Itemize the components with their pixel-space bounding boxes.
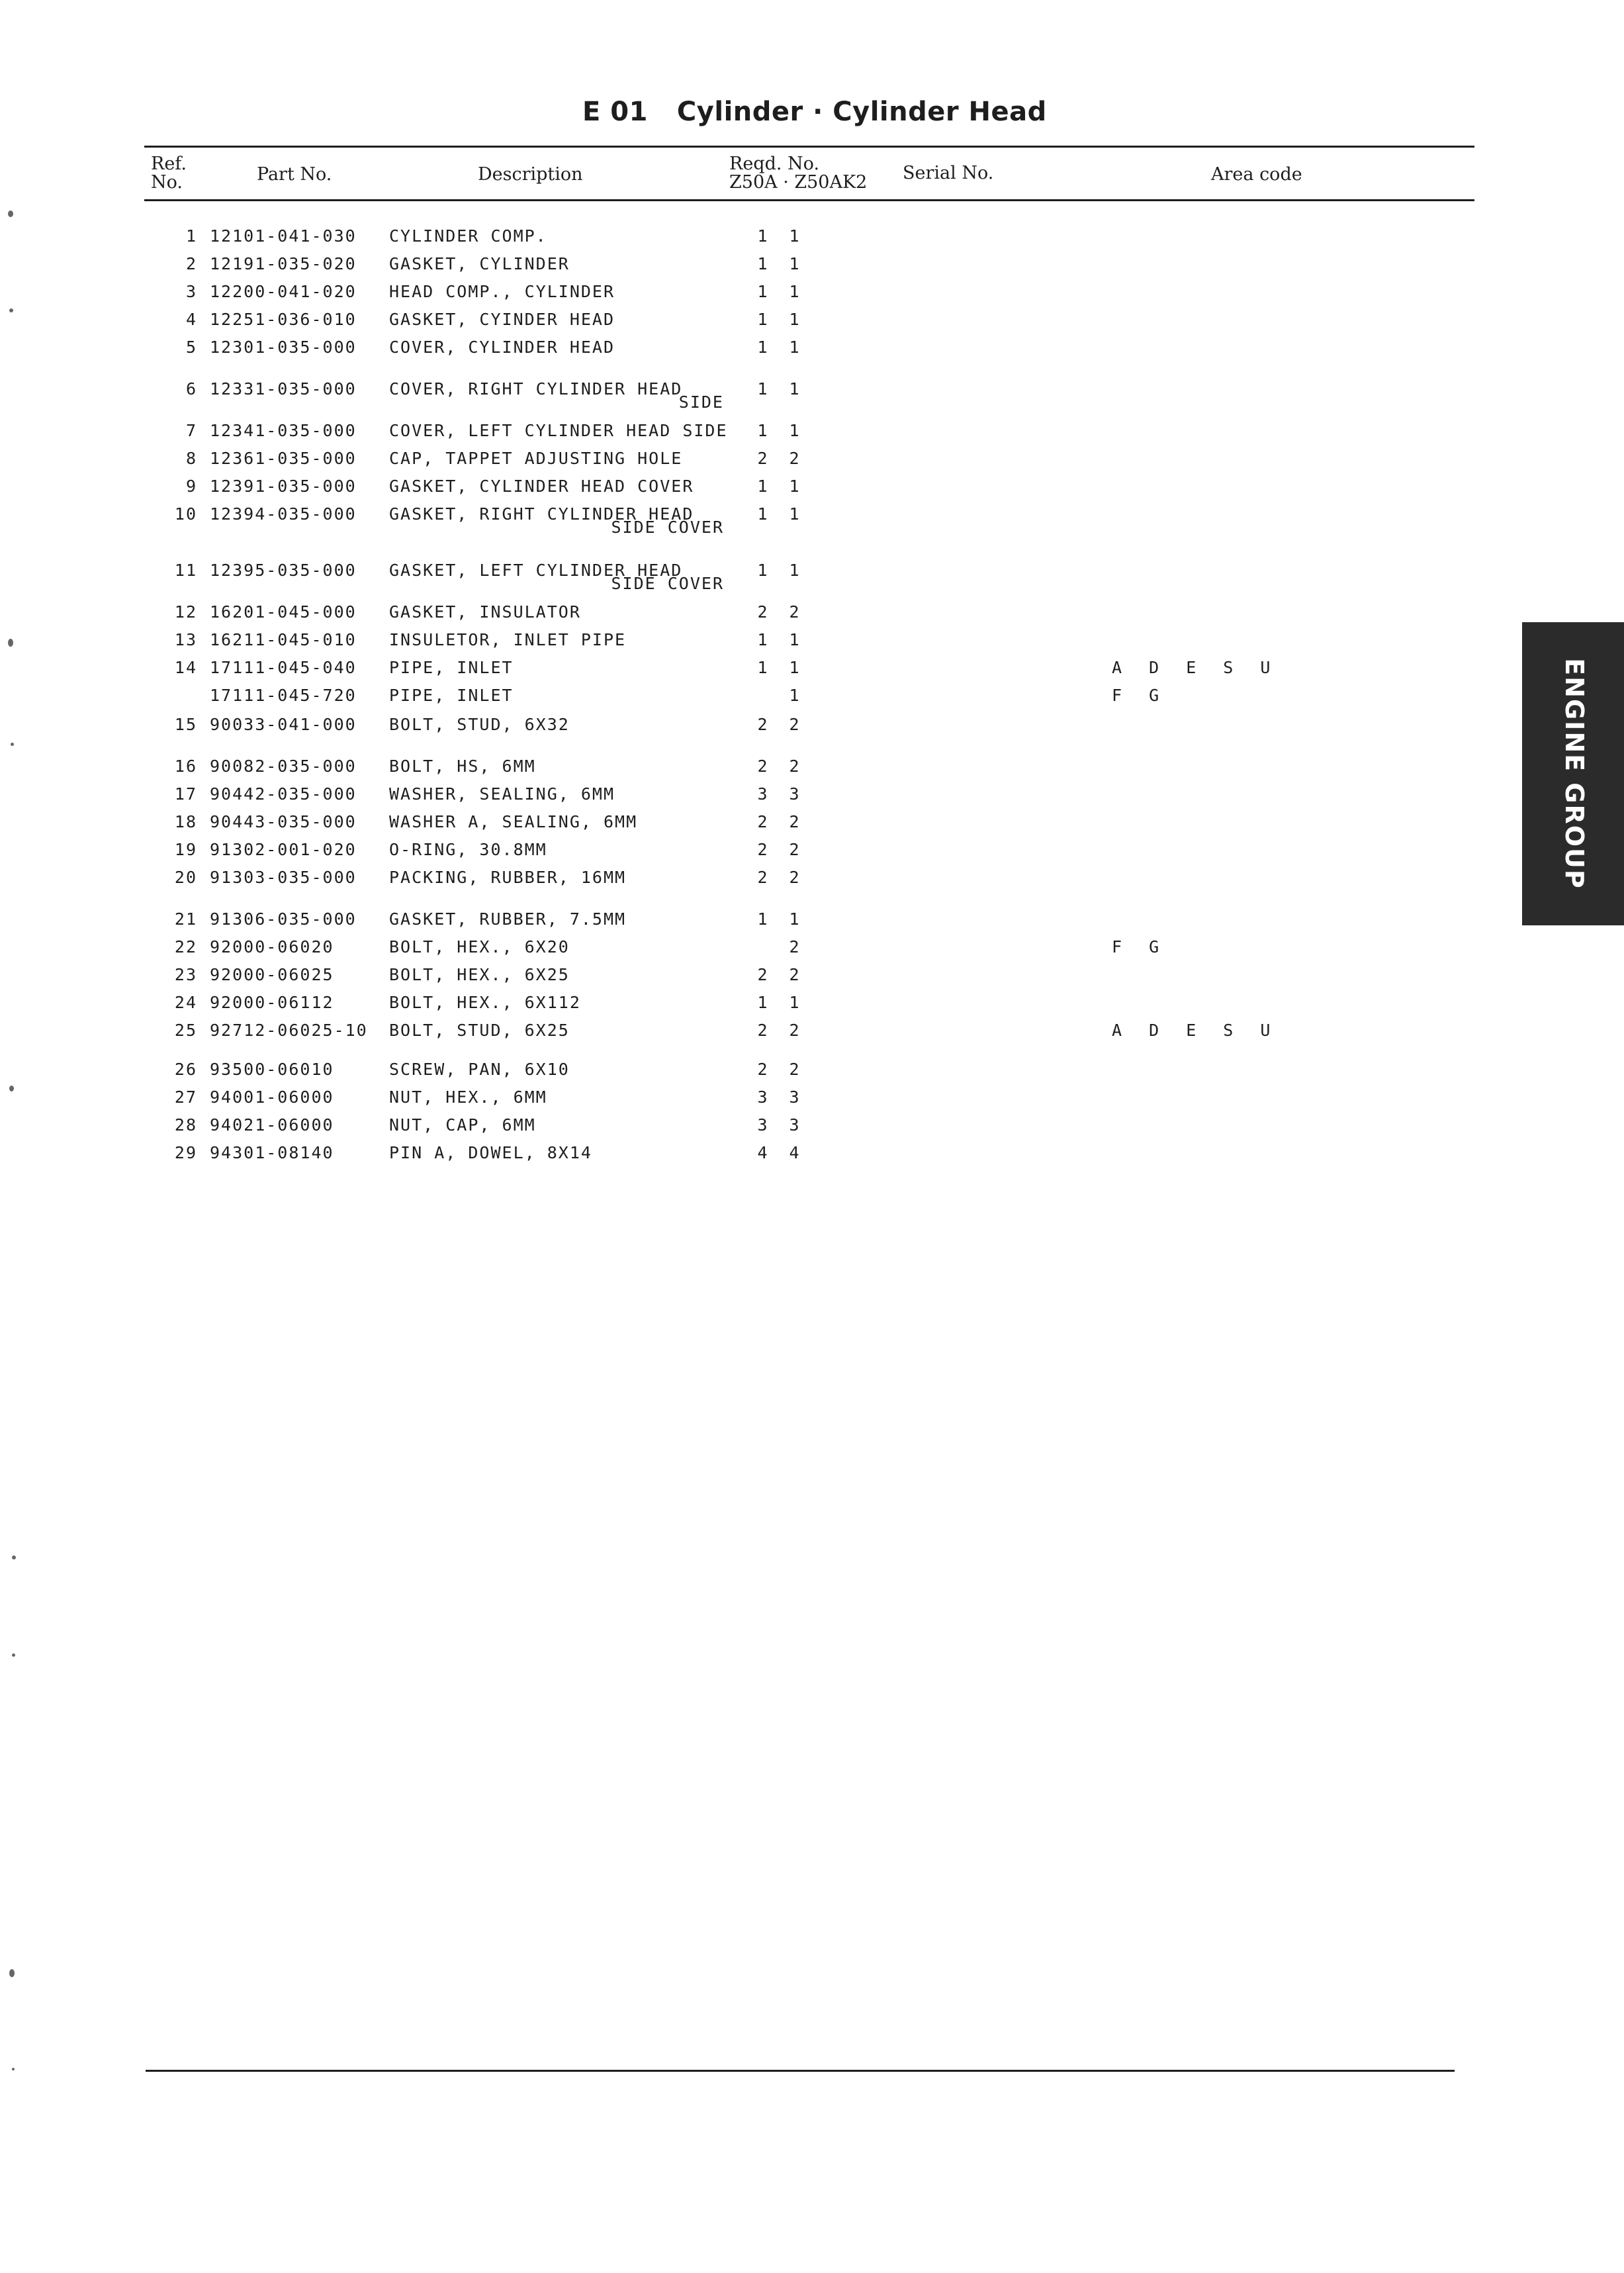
ref-no: 12 <box>174 602 197 622</box>
ref-no: 18 <box>174 812 197 831</box>
description: BOLT, HEX., 6X112 <box>389 993 581 1012</box>
description: BOLT, STUD, 6X32 <box>389 715 570 734</box>
description: HEAD COMP., CYLINDER <box>389 282 615 301</box>
description: CYLINDER COMP. <box>389 226 547 246</box>
part-no: 16211-045-010 <box>210 630 357 649</box>
qty-z50a: 1 <box>757 421 769 440</box>
description: COVER, LEFT CYLINDER HEAD SIDE <box>389 421 728 440</box>
section-code: E 01 <box>582 97 648 127</box>
header-part-no: Part No. <box>257 164 332 185</box>
ref-no: 22 <box>174 937 197 956</box>
scan-mark <box>9 1086 14 1091</box>
qty-z50a: 2 <box>757 1060 769 1079</box>
header-ref-line1: Ref. <box>151 154 187 174</box>
qty-z50ak2: 3 <box>789 1115 801 1135</box>
ref-no: 19 <box>174 840 197 859</box>
qty-z50a: 3 <box>757 784 769 804</box>
qty-z50a: 1 <box>757 338 769 357</box>
qty-z50a: 2 <box>757 965 769 984</box>
part-no: 91303-035-000 <box>210 868 357 887</box>
qty-z50ak2: 1 <box>789 226 801 246</box>
part-no: 12101-041-030 <box>210 226 357 246</box>
scan-mark <box>9 308 13 312</box>
qty-z50ak2: 1 <box>789 909 801 929</box>
description: WASHER A, SEALING, 6MM <box>389 812 638 831</box>
qty-z50a: 1 <box>757 561 769 580</box>
qty-z50a: 3 <box>757 1115 769 1135</box>
ref-no: 14 <box>174 658 197 677</box>
scan-mark <box>12 1653 15 1657</box>
description: CAP, TAPPET ADJUSTING HOLE <box>389 449 683 468</box>
header-ref <box>151 155 187 192</box>
ref-no: 13 <box>174 630 197 649</box>
part-no: 92000-06025 <box>210 965 334 984</box>
part-no: 12331-035-000 <box>210 379 357 398</box>
part-no: 12394-035-000 <box>210 504 357 524</box>
ref-no: 28 <box>174 1115 197 1135</box>
qty-z50ak2: 1 <box>789 658 801 677</box>
description: NUT, CAP, 6MM <box>389 1115 536 1135</box>
ref-no: 25 <box>174 1021 197 1040</box>
qty-z50ak2: 2 <box>789 1060 801 1079</box>
header-area-code: Area code <box>1211 164 1302 185</box>
description: GASKET, CYLINDER <box>389 254 570 273</box>
qty-z50a: 4 <box>757 1143 769 1162</box>
part-no: 94021-06000 <box>210 1115 334 1135</box>
part-no: 92000-06020 <box>210 937 334 956</box>
qty-z50a: 2 <box>757 812 769 831</box>
description: SCREW, PAN, 6X10 <box>389 1060 570 1079</box>
part-no: 90082-035-000 <box>210 757 357 776</box>
qty-z50a: 1 <box>757 504 769 524</box>
qty-z50a: 1 <box>757 993 769 1012</box>
engine-group-label: ENGINE GROUP <box>1560 658 1589 890</box>
scan-mark <box>11 743 14 746</box>
ref-no: 3 <box>185 282 197 301</box>
qty-z50a: 2 <box>757 602 769 622</box>
area-code: F G <box>1112 686 1161 705</box>
qty-z50ak2: 2 <box>789 812 801 831</box>
part-no: 91306-035-000 <box>210 909 357 929</box>
ref-no: 16 <box>174 757 197 776</box>
description: PIPE, INLET <box>389 658 514 677</box>
qty-z50a: 1 <box>757 658 769 677</box>
scan-mark <box>12 2068 15 2070</box>
header-serial-no: Serial No. <box>903 163 994 183</box>
qty-z50ak2: 1 <box>789 561 801 580</box>
ref-no: 6 <box>185 379 197 398</box>
part-no: 90033-041-000 <box>210 715 357 734</box>
ref-no: 8 <box>185 449 197 468</box>
qty-z50ak2: 1 <box>789 477 801 496</box>
description: PACKING, RUBBER, 16MM <box>389 868 627 887</box>
scan-mark <box>12 1555 16 1559</box>
ref-no: 5 <box>185 338 197 357</box>
header-description: Description <box>478 164 583 185</box>
description: O-RING, 30.8MM <box>389 840 547 859</box>
qty-z50ak2: 2 <box>789 715 801 734</box>
qty-z50ak2: 1 <box>789 338 801 357</box>
description: BOLT, HEX., 6X25 <box>389 965 570 984</box>
qty-z50a: 1 <box>757 630 769 649</box>
header-top-rule <box>144 146 1474 148</box>
part-no: 90443-035-000 <box>210 812 357 831</box>
qty-z50ak2: 2 <box>789 757 801 776</box>
qty-z50a: 1 <box>757 909 769 929</box>
part-no: 12191-035-020 <box>210 254 357 273</box>
description: BOLT, HS, 6MM <box>389 757 536 776</box>
qty-z50ak2: 1 <box>789 630 801 649</box>
part-no: 12301-035-000 <box>210 338 357 357</box>
header-bottom-rule <box>144 199 1474 201</box>
qty-z50a: 2 <box>757 868 769 887</box>
ref-no: 27 <box>174 1088 197 1107</box>
ref-no: 2 <box>185 254 197 273</box>
qty-z50a: 2 <box>757 715 769 734</box>
part-no: 92000-06112 <box>210 993 334 1012</box>
part-no: 12251-036-010 <box>210 310 357 329</box>
ref-no: 7 <box>185 421 197 440</box>
qty-z50a: 1 <box>757 477 769 496</box>
description: PIN A, DOWEL, 8X14 <box>389 1143 592 1162</box>
ref-no: 20 <box>174 868 197 887</box>
description-continued: SIDE <box>678 393 724 412</box>
description: PIPE, INLET <box>389 686 514 705</box>
area-code: A D E S U <box>1112 1021 1272 1040</box>
part-no: 93500-06010 <box>210 1060 334 1079</box>
qty-z50a: 1 <box>757 226 769 246</box>
section-name: Cylinder · Cylinder Head <box>676 97 1047 127</box>
scan-mark <box>9 1969 15 1977</box>
area-code: A D E S U <box>1112 658 1272 677</box>
ref-no: 26 <box>174 1060 197 1079</box>
part-no: 17111-045-720 <box>210 686 357 705</box>
part-no: 94001-06000 <box>210 1088 334 1107</box>
ref-no: 17 <box>174 784 197 804</box>
scan-mark <box>8 639 13 647</box>
header-reqd-line2: Z50A · Z50AK2 <box>729 172 868 193</box>
ref-no: 23 <box>174 965 197 984</box>
qty-z50ak2: 1 <box>789 686 801 705</box>
qty-z50ak2: 1 <box>789 282 801 301</box>
description: WASHER, SEALING, 6MM <box>389 784 615 804</box>
qty-z50ak2: 3 <box>789 784 801 804</box>
description: GASKET, LEFT CYLINDER HEAD <box>389 561 683 580</box>
part-no: 12341-035-000 <box>210 421 357 440</box>
description: GASKET, RIGHT CYLINDER HEAD <box>389 504 694 524</box>
description: NUT, HEX., 6MM <box>389 1088 547 1107</box>
ref-no: 29 <box>174 1143 197 1162</box>
qty-z50a: 2 <box>757 840 769 859</box>
description: INSULETOR, INLET PIPE <box>389 630 627 649</box>
qty-z50ak2: 4 <box>789 1143 801 1162</box>
header-reqd <box>729 155 867 192</box>
description: GASKET, INSULATOR <box>389 602 581 622</box>
qty-z50ak2: 3 <box>789 1088 801 1107</box>
ref-no: 11 <box>174 561 197 580</box>
part-no: 92712-06025-10 <box>210 1021 368 1040</box>
part-no: 12391-035-000 <box>210 477 357 496</box>
qty-z50ak2: 2 <box>789 449 801 468</box>
part-no: 91302-001-020 <box>210 840 357 859</box>
qty-z50ak2: 1 <box>789 310 801 329</box>
qty-z50a: 2 <box>757 1021 769 1040</box>
qty-z50ak2: 1 <box>789 504 801 524</box>
description: COVER, CYLINDER HEAD <box>389 338 615 357</box>
description-continued: SIDE COVER <box>611 574 724 593</box>
qty-z50a: 1 <box>757 379 769 398</box>
area-code: F G <box>1112 937 1161 956</box>
engine-group-tab <box>1522 622 1624 925</box>
qty-z50ak2: 2 <box>789 965 801 984</box>
page-title <box>582 97 1047 127</box>
qty-z50ak2: 1 <box>789 421 801 440</box>
ref-no: 10 <box>174 504 197 524</box>
part-no: 17111-045-040 <box>210 658 357 677</box>
ref-no: 1 <box>185 226 197 246</box>
qty-z50ak2: 2 <box>789 840 801 859</box>
description: BOLT, STUD, 6X25 <box>389 1021 570 1040</box>
qty-z50ak2: 1 <box>789 379 801 398</box>
qty-z50a: 2 <box>757 757 769 776</box>
header-reqd-line1: Reqd. No. <box>729 154 820 174</box>
description: GASKET, CYINDER HEAD <box>389 310 615 329</box>
description-continued: SIDE COVER <box>611 518 724 537</box>
ref-no: 15 <box>174 715 197 734</box>
qty-z50a: 2 <box>757 449 769 468</box>
ref-no: 24 <box>174 993 197 1012</box>
part-no: 12395-035-000 <box>210 561 357 580</box>
qty-z50a: 1 <box>757 282 769 301</box>
qty-z50ak2: 2 <box>789 602 801 622</box>
qty-z50ak2: 1 <box>789 993 801 1012</box>
ref-no: 4 <box>185 310 197 329</box>
qty-z50ak2: 2 <box>789 868 801 887</box>
ref-no: 21 <box>174 909 197 929</box>
ref-no: 9 <box>185 477 197 496</box>
part-no: 90442-035-000 <box>210 784 357 804</box>
description: BOLT, HEX., 6X20 <box>389 937 570 956</box>
qty-z50ak2: 2 <box>789 937 801 956</box>
qty-z50a: 1 <box>757 254 769 273</box>
scan-mark <box>8 210 13 217</box>
header-ref-line2: No. <box>151 172 183 193</box>
part-no: 94301-08140 <box>210 1143 334 1162</box>
description: COVER, RIGHT CYLINDER HEAD <box>389 379 683 398</box>
footer-rule <box>146 2070 1455 2072</box>
description: GASKET, RUBBER, 7.5MM <box>389 909 627 929</box>
description: GASKET, CYLINDER HEAD COVER <box>389 477 694 496</box>
part-no: 16201-045-000 <box>210 602 357 622</box>
qty-z50ak2: 1 <box>789 254 801 273</box>
part-no: 12200-041-020 <box>210 282 357 301</box>
qty-z50ak2: 2 <box>789 1021 801 1040</box>
part-no: 12361-035-000 <box>210 449 357 468</box>
qty-z50a: 3 <box>757 1088 769 1107</box>
qty-z50a: 1 <box>757 310 769 329</box>
